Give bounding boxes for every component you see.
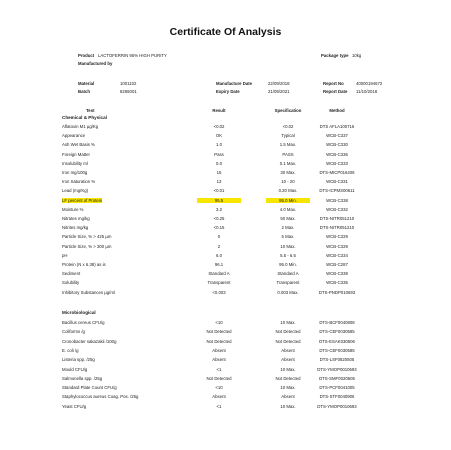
cell-specification: 5.5 - 6.5 bbox=[280, 252, 296, 258]
cell-method: DTS-MICP016406 bbox=[319, 170, 355, 175]
cell-specification: 10 - 20 bbox=[281, 179, 295, 185]
cell-result: 2 bbox=[217, 243, 221, 249]
cell-specification: 10 Max. bbox=[280, 403, 296, 409]
cell-method: DTS-NITR051210 bbox=[319, 216, 355, 221]
cell-specification: 0.003 Max. bbox=[277, 289, 299, 295]
cell-specification: 10 Max. bbox=[280, 243, 296, 249]
table-row bbox=[0, 151, 451, 159]
table-row bbox=[0, 206, 451, 214]
cell-method: DTS-YMOP0010693 bbox=[317, 403, 357, 409]
table-row bbox=[0, 243, 451, 251]
cell-method: WCB-C335 bbox=[326, 280, 348, 286]
cell-specification: Typical bbox=[281, 133, 295, 139]
product-label: Product bbox=[78, 53, 95, 58]
product-value: LACTOFERRIN 95% HIGH PURITY bbox=[98, 53, 167, 58]
table-row bbox=[0, 233, 451, 241]
cell-specification: 4.0 Max. bbox=[279, 206, 297, 212]
cell-result: Standard A bbox=[208, 271, 230, 277]
cell-result: <10 bbox=[215, 385, 223, 391]
column-specification: Specification bbox=[274, 108, 302, 113]
expiry-date-label: Expiry Date bbox=[216, 89, 240, 94]
report-no-label: Report No bbox=[323, 81, 344, 86]
cell-test: Appearance bbox=[62, 133, 86, 139]
batch-value: 8265001 bbox=[120, 89, 137, 94]
material-value: 1001102 bbox=[120, 81, 137, 86]
cell-test: LF percent of Protein bbox=[62, 197, 103, 203]
cell-result: Not Detected bbox=[206, 375, 232, 381]
cell-test: Nitrates mg/kg bbox=[62, 216, 90, 221]
cell-result: 15 bbox=[216, 170, 222, 175]
cell-result: 0.0 bbox=[216, 160, 222, 166]
cell-result: 13 bbox=[216, 179, 222, 185]
cell-method: DTS-BCF0040808 bbox=[319, 320, 355, 325]
cell-specification: Absent bbox=[281, 347, 295, 353]
table-row bbox=[0, 328, 451, 336]
cell-method: DTS AFLA100716 bbox=[319, 124, 355, 129]
cell-test: Protein (N x 6.38) as is bbox=[62, 262, 106, 267]
table-row bbox=[0, 187, 451, 195]
cell-test: Listeria spp. /25g bbox=[62, 357, 95, 363]
cell-specification: Standard A bbox=[277, 271, 299, 277]
page-title: Certificate Of Analysis bbox=[169, 26, 282, 38]
table-row bbox=[0, 279, 451, 287]
cell-result: <0.25 bbox=[213, 216, 225, 221]
cell-method: WCB-C334 bbox=[326, 252, 348, 258]
cell-test: Standard Plate Count CFU/g bbox=[62, 385, 117, 391]
batch-label: Batch bbox=[78, 89, 90, 94]
cell-method: DTS-PNDP010693 bbox=[318, 289, 356, 295]
cell-method: WCB-C330 bbox=[326, 142, 348, 148]
cell-test: Foreign Matter bbox=[62, 151, 90, 157]
cell-specification: 10 Max. bbox=[280, 366, 296, 372]
cell-result: 96.1 bbox=[214, 262, 224, 267]
cell-result: Pass bbox=[214, 151, 224, 157]
cell-specification: 10 Max. bbox=[280, 385, 296, 391]
cell-result: Not Detected bbox=[206, 329, 232, 335]
cell-specification: PASS bbox=[282, 151, 294, 157]
report-date-value: 11/10/2018 bbox=[356, 89, 378, 94]
cell-test: Aflatoxin M1 µg/Kg bbox=[62, 124, 99, 129]
cell-test: Iron mg/100g bbox=[62, 170, 88, 175]
cell-specification: 10 Max. bbox=[280, 320, 296, 325]
cell-result: 6.0 bbox=[216, 252, 222, 258]
table-row bbox=[0, 224, 451, 232]
cell-test: Iron Saturation % bbox=[62, 179, 96, 185]
table-row bbox=[0, 366, 451, 374]
cell-result: 95.5 bbox=[197, 198, 241, 203]
manufacture-date-value: 22/09/2018 bbox=[268, 81, 290, 86]
column-result: Result bbox=[212, 108, 226, 113]
table-row bbox=[0, 261, 451, 269]
table-row bbox=[0, 252, 451, 260]
cell-method: WCB-C336 bbox=[326, 151, 348, 157]
expiry-date-value: 21/09/2021 bbox=[268, 89, 290, 94]
cell-specification: 95.0 Min. bbox=[266, 198, 310, 203]
cell-method: DTS-STF0040906 bbox=[319, 394, 355, 400]
cell-result: Not Detected bbox=[206, 338, 232, 344]
cell-result: <10 bbox=[215, 320, 223, 325]
cell-test: Sediment bbox=[62, 271, 81, 277]
cell-result: Absent bbox=[212, 347, 226, 353]
table-row bbox=[0, 289, 451, 297]
cell-result: 0 bbox=[217, 234, 221, 240]
cell-result: Absent bbox=[212, 394, 226, 400]
cell-method: DTS-LSF0820505 bbox=[319, 357, 355, 363]
table-row bbox=[0, 215, 451, 223]
cell-specification: 50 Max. bbox=[280, 216, 296, 221]
column-method: Method bbox=[329, 108, 345, 113]
cell-method: WCB-C337 bbox=[326, 133, 348, 139]
cell-test: E. coli /g bbox=[62, 347, 79, 353]
cell-method: DTS-NITR051210 bbox=[319, 225, 355, 231]
package-value: 10kg bbox=[352, 53, 362, 58]
table-row bbox=[0, 270, 451, 278]
section-chemical-physical: Chemical & Physical bbox=[62, 115, 107, 120]
cell-result: <0.02 bbox=[213, 124, 225, 129]
cell-specification: 0.1 Max. bbox=[279, 160, 297, 166]
cell-test: Solubility bbox=[62, 280, 80, 286]
cell-result: <1 bbox=[216, 403, 222, 409]
table-row bbox=[0, 375, 451, 383]
cell-method: WCB-C338 bbox=[326, 197, 348, 203]
table-row bbox=[0, 160, 451, 168]
report-no-value: 40000194672 bbox=[356, 81, 383, 86]
cell-method: DTS-CEF0030585 bbox=[319, 329, 355, 335]
cell-test: Mould CFU/g bbox=[62, 366, 88, 372]
cell-specification: 0.20 Max. bbox=[278, 188, 298, 194]
cell-test: Lead (mg/Kg) bbox=[62, 188, 89, 194]
cell-specification: Absent bbox=[281, 394, 295, 400]
cell-method: WCB-C331 bbox=[326, 179, 348, 185]
cell-test: Yeast CFU/g bbox=[62, 403, 87, 409]
table-row bbox=[0, 178, 451, 186]
cell-result: <0.15 bbox=[213, 225, 225, 231]
cell-method: WCB-C287 bbox=[326, 262, 348, 267]
cell-result: <1 bbox=[216, 366, 222, 372]
cell-test: Ash Wet Basis % bbox=[62, 142, 95, 148]
cell-test: Staphylococcus aureus Coag. Pos. /25g bbox=[62, 394, 139, 400]
cell-method: WCB-C339 bbox=[326, 271, 348, 277]
table-row bbox=[0, 338, 451, 346]
cell-method: DTS-ESAK030506 bbox=[319, 338, 355, 344]
cell-specification: <0.02 bbox=[282, 124, 294, 129]
cell-method: WCB-C329 bbox=[326, 234, 348, 240]
cell-specification: 5 Max. bbox=[281, 234, 295, 240]
table-row bbox=[0, 347, 451, 355]
table-row bbox=[0, 197, 451, 205]
cell-result: OK bbox=[215, 133, 223, 139]
table-row bbox=[0, 319, 451, 327]
cell-method: WCB-C333 bbox=[326, 160, 348, 166]
package-label: Package type bbox=[321, 53, 349, 58]
table-row bbox=[0, 393, 451, 401]
manufacture-date-label: Manufacture Date bbox=[216, 81, 253, 86]
cell-result: Absent bbox=[212, 357, 226, 363]
cell-test: pH bbox=[62, 252, 68, 258]
table-row bbox=[0, 141, 451, 149]
cell-test: Coliforms /g bbox=[62, 329, 85, 335]
cell-specification: Not Detected bbox=[275, 375, 301, 381]
table-row bbox=[0, 384, 451, 392]
cell-method: DTS-CEF0030585 bbox=[319, 347, 355, 353]
cell-test: Salmonella spp. /25g bbox=[62, 375, 103, 381]
cell-test: Moisture % bbox=[62, 206, 84, 212]
cell-test: Inhibitory Substances µg/ml bbox=[62, 289, 115, 295]
cell-result: 3.2 bbox=[216, 206, 222, 212]
cell-specification: 95.0 Min. bbox=[279, 262, 297, 267]
cell-method: DTS-YMOP0010693 bbox=[317, 366, 357, 372]
table-row bbox=[0, 403, 451, 411]
cell-specification: Not Detected bbox=[275, 329, 301, 335]
cell-result: <0.01 bbox=[213, 188, 225, 194]
column-test: Test bbox=[86, 108, 95, 113]
manufactured-by-label: Manufactured by bbox=[78, 61, 113, 66]
table-row bbox=[0, 132, 451, 140]
cell-test: Insolubility ml bbox=[62, 160, 88, 166]
cell-test: Cronobacter sakazakii /100g bbox=[62, 338, 117, 344]
cell-method: WCB-C329 bbox=[326, 243, 348, 249]
cell-specification: Transparent bbox=[276, 280, 300, 286]
cell-test: Particle Size, % > 300 µm bbox=[62, 243, 112, 249]
cell-method: WCB-C332 bbox=[326, 206, 348, 212]
report-date-label: Report Date bbox=[323, 89, 348, 94]
cell-result: 1.0 bbox=[216, 142, 222, 148]
cell-test: Particle Size, % > 425 µm bbox=[62, 234, 112, 240]
material-label: Material bbox=[78, 81, 95, 86]
cell-test: Nitrites mg/kg bbox=[62, 225, 89, 231]
table-row bbox=[0, 356, 451, 364]
cell-specification: 30 Max. bbox=[280, 170, 296, 175]
cell-test: Bacillus cereus CFU/g bbox=[62, 320, 105, 325]
cell-method: DTS-ICPMS00611 bbox=[319, 188, 355, 194]
cell-method: DTS-SMF0020505 bbox=[319, 375, 355, 381]
cell-result: <0.003 bbox=[212, 289, 226, 295]
cell-result: Transparent bbox=[207, 280, 231, 286]
table-row bbox=[0, 169, 451, 177]
cell-specification: Not Detected bbox=[275, 338, 301, 344]
cell-specification: 1.5 Max. bbox=[279, 142, 297, 148]
section-microbiological: Microbiological bbox=[62, 310, 96, 315]
table-row bbox=[0, 123, 451, 131]
cell-method: DTS-PCF0041005 bbox=[319, 385, 355, 391]
cell-specification: Absent bbox=[281, 357, 295, 363]
cell-specification: 2 Max. bbox=[281, 225, 295, 231]
